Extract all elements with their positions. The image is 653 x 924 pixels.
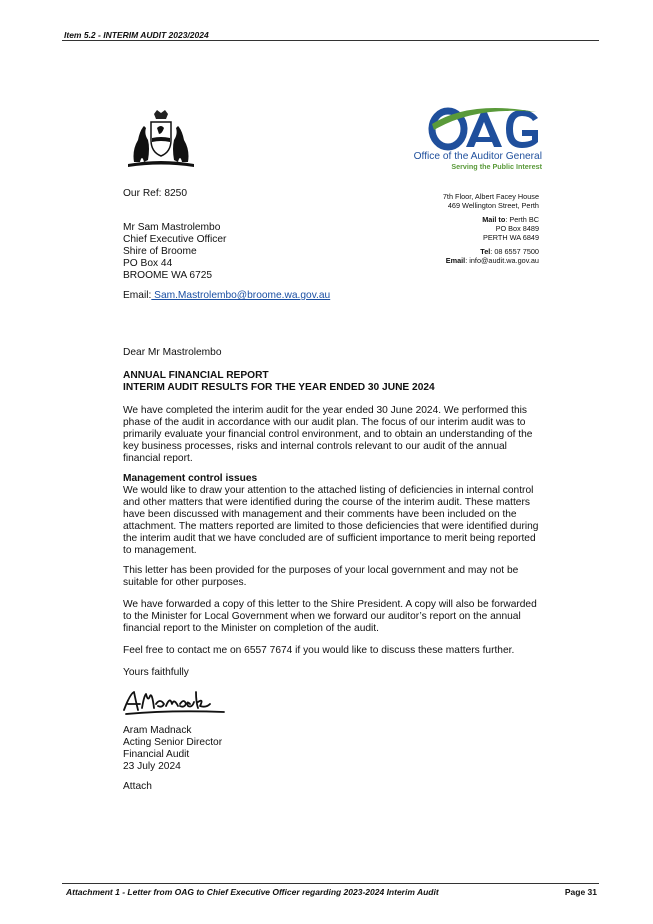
recipient-address — [123, 222, 226, 282]
signatory-name: Aram Madnack — [123, 725, 192, 736]
paragraph-purpose: This letter has been provided for the purposes of your local government and may not be suitable for other purposes. — [123, 565, 519, 589]
oag-address — [443, 192, 539, 265]
oag-org-name: Office of the Auditor General — [413, 151, 542, 162]
recipient-email-link[interactable]: Sam.Mastrolembo@broome.wa.gov.au — [151, 290, 331, 301]
closing: Yours faithfully — [123, 667, 189, 678]
subject-line-1: ANNUAL FINANCIAL REPORT — [123, 370, 269, 381]
paragraph-contact: Feel free to contact me on 6557 7674 if you would like to discuss these matters further. — [123, 645, 515, 656]
footer-text: Attachment 1 - Letter from OAG to Chief Executive Officer regarding 2023-2024 Interim Audit — [66, 887, 439, 897]
coat-of-arms-icon — [124, 110, 198, 170]
section-heading: Management control issues — [123, 473, 258, 484]
page-number: Page 31 — [564, 887, 597, 897]
header-divider — [62, 40, 599, 41]
mail-label: Mail to — [482, 215, 506, 224]
page-header-title: Item 5.2 - INTERIM AUDIT 2023/2024 — [64, 30, 209, 40]
salutation: Dear Mr Mastrolembo — [123, 347, 222, 358]
signatory-title: Acting Senior Director — [123, 737, 223, 749]
recipient-box: PO Box 44 — [123, 258, 173, 270]
subject-line-2: INTERIM AUDIT RESULTS FOR THE YEAR ENDED 30 JUNE 2024 — [123, 382, 435, 393]
recipient-email-label: Email: — [123, 290, 152, 301]
oag-logo — [410, 104, 544, 174]
tel-value: : 08 6557 7500 — [490, 247, 539, 256]
recipient-title: Chief Executive Officer — [123, 234, 227, 246]
mail-line2: PO Box 8489 — [495, 224, 539, 233]
attach-note: Attach — [123, 781, 152, 792]
recipient-city: BROOME WA 6725 — [123, 270, 213, 282]
email-value: : info@audit.wa.gov.au — [465, 256, 539, 265]
signatory-date: 23 July 2024 — [123, 761, 181, 773]
signatory-block — [123, 725, 222, 773]
oag-address-line2: 469 Wellington Street, Perth — [447, 201, 539, 210]
our-ref: Our Ref: 8250 — [123, 188, 187, 199]
mail-line1: : Perth BC — [505, 215, 539, 224]
paragraph-control-issues: We would like to draw your attention to the attached listing of deficiencies in internal control and other matters that were identified during the course of the interim audit. These matters have been discussed with management and their comments have been included on the attachment. The matters reported are limited to those deficiencies that were identified during the interim audit that we have concluded are of sufficient importance to merit being reported to management. — [123, 485, 539, 557]
oag-address-line1: 7th Floor, Albert Facey House — [442, 192, 539, 201]
mail-line3: PERTH WA 6849 — [483, 233, 539, 242]
recipient-email-line — [123, 290, 330, 302]
paragraph-intro: We have completed the interim audit for the year ended 30 June 2024. We performed this phase of the audit in accordance with our audit plan. The focus of our interim audit was to primarily evaluate your financial control environment, and to obtain an understanding of the key business processes, risks and internal controls relevant to our audit of the annual financial report. — [123, 405, 533, 465]
recipient-org: Shire of Broome — [123, 246, 197, 258]
email-label: Email — [445, 256, 466, 265]
oag-tagline: Serving the Public Interest — [451, 162, 542, 171]
recipient-name: Mr Sam Mastrolembo — [123, 222, 221, 233]
signatory-dept: Financial Audit — [123, 749, 190, 761]
footer-divider — [62, 883, 599, 884]
signature-icon — [120, 688, 230, 718]
paragraph-forwarded: We have forwarded a copy of this letter to the Shire President. A copy will also be forwarded to the Minister for Local Government when we forward our auditor’s report on the annual financial report to the Minister on completion of the audit. — [123, 599, 537, 635]
tel-label: Tel — [480, 247, 491, 256]
